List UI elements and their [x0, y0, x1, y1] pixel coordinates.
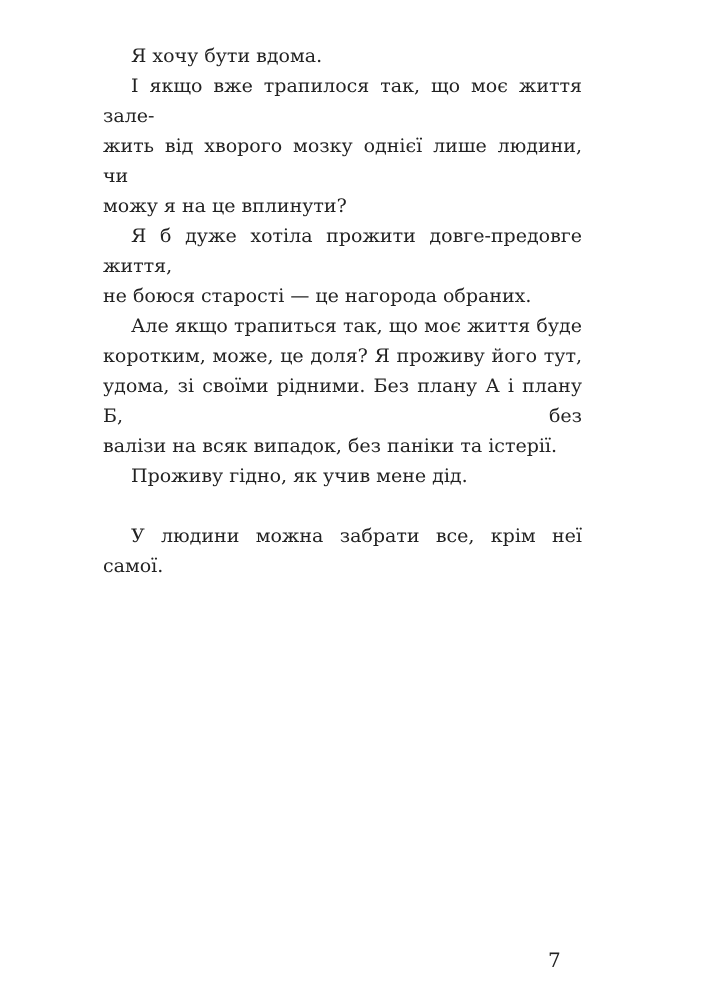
text-line: І якщо вже трапилося так, що моє життя зале- [103, 75, 582, 127]
paragraph-3 [103, 221, 582, 311]
text-line: можу я на це вплинути? [103, 195, 347, 217]
text-line: Проживу гідно, як учив мене дід. [131, 465, 468, 487]
body-text [103, 41, 582, 581]
paragraph-2 [103, 71, 582, 221]
text-line: Я хочу бути вдома. [131, 45, 323, 67]
paragraph-5 [103, 461, 582, 491]
text-line: валізи на всяк випадок, без паніки та істерії. [103, 435, 558, 457]
text-line: У людини можна забрати все, крім неї самої. [103, 525, 582, 577]
page-number: 7 [548, 948, 561, 972]
text-line: коротким, може, це доля? Я проживу його тут, [103, 345, 582, 367]
paragraph-4 [103, 311, 582, 461]
text-line: удома, зі своїми рідними. Без плану А і плану Б, без [103, 375, 582, 427]
text-line: не боюся старості — це нагорода обраних. [103, 285, 532, 307]
paragraph-gap [103, 491, 582, 521]
closing-paragraph [103, 521, 582, 581]
paragraph-1 [103, 41, 582, 71]
text-line: Але якщо трапиться так, що моє життя буде [131, 315, 582, 337]
text-line: жить від хворого мозку однієї лише людини, чи [103, 135, 582, 187]
text-line: Я б дуже хотіла прожити довге-предовге життя, [103, 225, 582, 277]
